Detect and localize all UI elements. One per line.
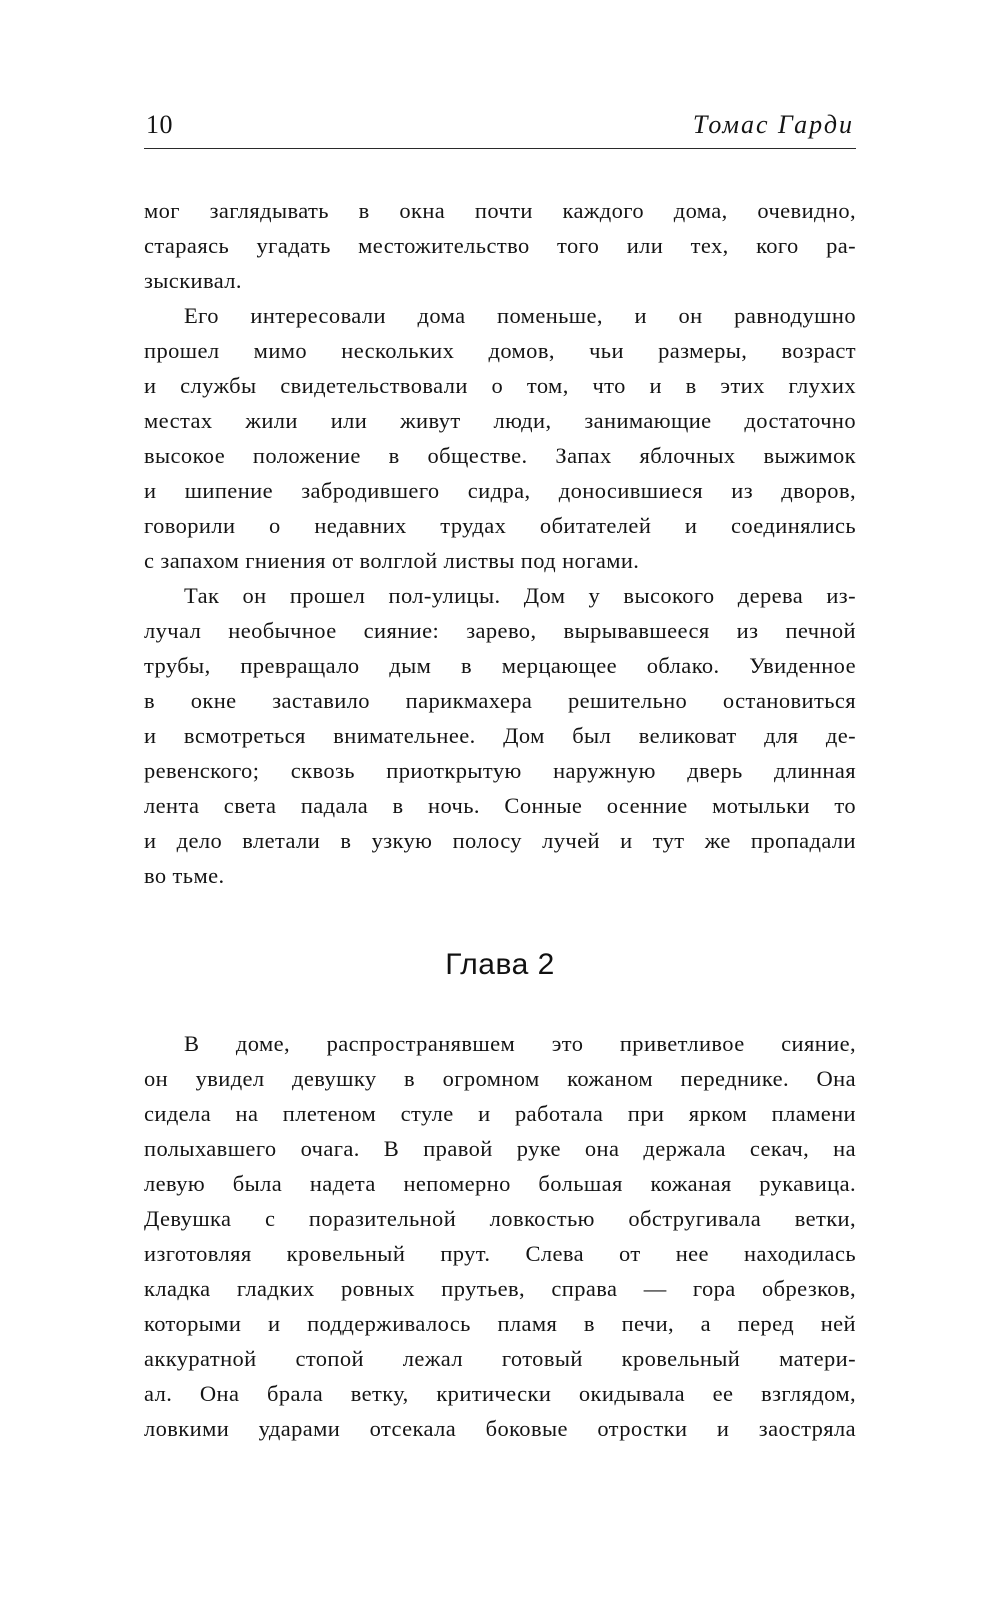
page-number: 10: [146, 110, 173, 139]
text-line: Его интересовали дома поменьше, и он равнодушно: [184, 303, 856, 328]
text-line: зыскивал.: [144, 268, 242, 293]
text-line: местах жили или живут люди, занимающие достаточно: [144, 408, 856, 433]
text-line: мог заглядывать в окна почти каждого дома, очевидно,: [144, 198, 856, 223]
chapter-heading: Глава 2: [445, 948, 555, 981]
text-line: во тьме.: [144, 863, 225, 888]
text-line: ловкими ударами отсекала боковые отростки и заостряла: [144, 1416, 856, 1441]
text-line: левую была надета непомерно большая кожаная рукавица.: [144, 1171, 856, 1196]
paragraph: [144, 193, 856, 298]
paragraph: [144, 578, 856, 893]
running-header: [144, 110, 856, 149]
text-line: изготовляя кровельный прут. Слева от нее находилась: [144, 1241, 856, 1266]
text-line: стараясь угадать местожительство того или тех, кого ра-: [144, 233, 856, 258]
text-line: сидела на плетеном стуле и работала при ярком пламени: [144, 1101, 856, 1126]
text-line: ревенского; сквозь приоткрытую наружную дверь длинная: [144, 758, 856, 783]
text-line: кладка гладких ровных прутьев, справа — гора обрезков,: [144, 1276, 856, 1301]
text-line: и шипение забродившего сидра, доносившиеся из дворов,: [144, 478, 856, 503]
text-line: Девушка с поразительной ловкостью обстругивала ветки,: [144, 1206, 856, 1231]
text-line: лучал необычное сияние: зарево, вырывавшееся из печной: [144, 618, 856, 643]
paragraph: [144, 298, 856, 578]
running-author: Томас Гарди: [692, 110, 854, 139]
text-line: аккуратной стопой лежал готовый кровельный матери-: [144, 1346, 856, 1371]
text-line: ал. Она брала ветку, критически окидывала ее взглядом,: [144, 1381, 856, 1406]
text-line: которыми и поддерживалось пламя в печи, а перед ней: [144, 1311, 856, 1336]
text-line: высокое положение в обществе. Запах яблочных выжимок: [144, 443, 856, 468]
page-body: [144, 193, 856, 1446]
text-line: В доме, распространявшем это приветливое сияние,: [184, 1031, 856, 1056]
text-line: в окне заставило парикмахера решительно остановиться: [144, 688, 856, 713]
text-column: [144, 0, 856, 1446]
text-line: Так он прошел пол-улицы. Дом у высокого дерева из-: [184, 583, 856, 608]
text-line: он увидел девушку в огромном кожаном переднике. Она: [144, 1066, 856, 1091]
text-line: и всмотреться внимательнее. Дом был великоват для де-: [144, 723, 856, 748]
text-line: говорили о недавних трудах обитателей и соединялись: [144, 513, 856, 538]
text-line: лента света падала в ночь. Сонные осенние мотыльки то: [144, 793, 856, 818]
paragraph: [144, 1026, 856, 1446]
text-line: прошел мимо нескольких домов, чьи размеры, возраст: [144, 338, 856, 363]
text-line: полыхавшего очага. В правой руке она держала секач, на: [144, 1136, 856, 1161]
text-line: и службы свидетельствовали о том, что и в этих глухих: [144, 373, 856, 398]
text-line: и дело влетали в узкую полосу лучей и тут же пропадали: [144, 828, 856, 853]
text-line: трубы, превращало дым в мерцающее облако. Увиденное: [144, 653, 856, 678]
text-line: с запахом гниения от волглой листвы под ногами.: [144, 548, 640, 573]
